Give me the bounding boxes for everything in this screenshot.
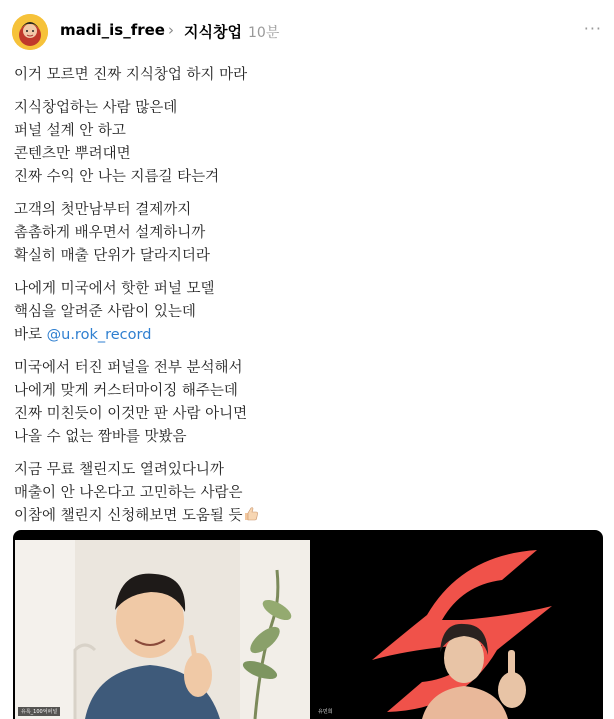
text-line: 고객의 첫만남부터 결제까지 xyxy=(14,202,192,218)
username[interactable]: madi_is_free xyxy=(60,21,165,39)
thumbs-up-icon xyxy=(243,506,259,522)
avatar[interactable] xyxy=(12,14,48,50)
text-line: 확실히 매출 단위가 달라지더라 xyxy=(14,248,210,264)
text-line: 콘텐츠만 뿌려대면 xyxy=(14,146,131,162)
mention-link[interactable]: @u.rok_record xyxy=(46,327,152,343)
topic-tag[interactable]: 지식창업 xyxy=(184,23,242,41)
text-line: 나에게 미국에서 핫한 퍼널 모델 xyxy=(14,281,215,297)
text-line: 이거 모르면 진짜 지식창업 하지 마라 xyxy=(14,67,248,83)
video-pane-right xyxy=(312,540,601,719)
text-line xyxy=(14,505,594,528)
text-line: 촘촘하게 배우면서 설계하니까 xyxy=(14,225,206,241)
chevron-right-icon: › xyxy=(168,21,174,39)
participant-name-tag: 유민희 xyxy=(315,707,336,716)
text-line: 나에게 맞게 커스터마이징 해주는데 xyxy=(14,383,238,399)
text-line: 나올 수 없는 짬바를 맛봤음 xyxy=(14,429,187,445)
video-pane-left xyxy=(15,540,310,719)
paragraph xyxy=(14,64,594,87)
text-line: 매출이 안 나온다고 고민하는 사람은 xyxy=(14,485,243,501)
post-header xyxy=(12,13,602,51)
more-options-icon[interactable]: ··· xyxy=(583,19,602,38)
text-line: 지식창업하는 사람 많은데 xyxy=(14,100,178,116)
text-line xyxy=(14,324,594,347)
text-line-content: 이참에 챌린지 신청해보면 도움될 듯 xyxy=(14,508,243,524)
text-line: 진짜 수익 안 나는 지름길 타는겨 xyxy=(14,169,220,185)
paragraph xyxy=(14,459,594,528)
mention-prefix: 바로 xyxy=(14,327,47,343)
text-line: 지금 무료 챌린지도 열려있다니까 xyxy=(14,462,224,478)
paragraph xyxy=(14,97,594,189)
post-time: 10분 xyxy=(248,25,280,41)
paragraph xyxy=(14,278,594,347)
text-line: 미국에서 터진 퍼널을 전부 분석해서 xyxy=(14,360,243,376)
text-line: 진짜 미친듯이 이것만 판 사람 아니면 xyxy=(14,406,248,422)
text-line: 퍼널 설계 안 하고 xyxy=(14,123,126,139)
video-attachment[interactable] xyxy=(13,530,603,719)
paragraph xyxy=(14,199,594,268)
participant-name-tag: 유록_100억퍼널 xyxy=(18,707,60,716)
post-body xyxy=(14,64,594,571)
paragraph xyxy=(14,357,594,449)
text-line: 핵심을 알려준 사람이 있는데 xyxy=(14,304,196,320)
